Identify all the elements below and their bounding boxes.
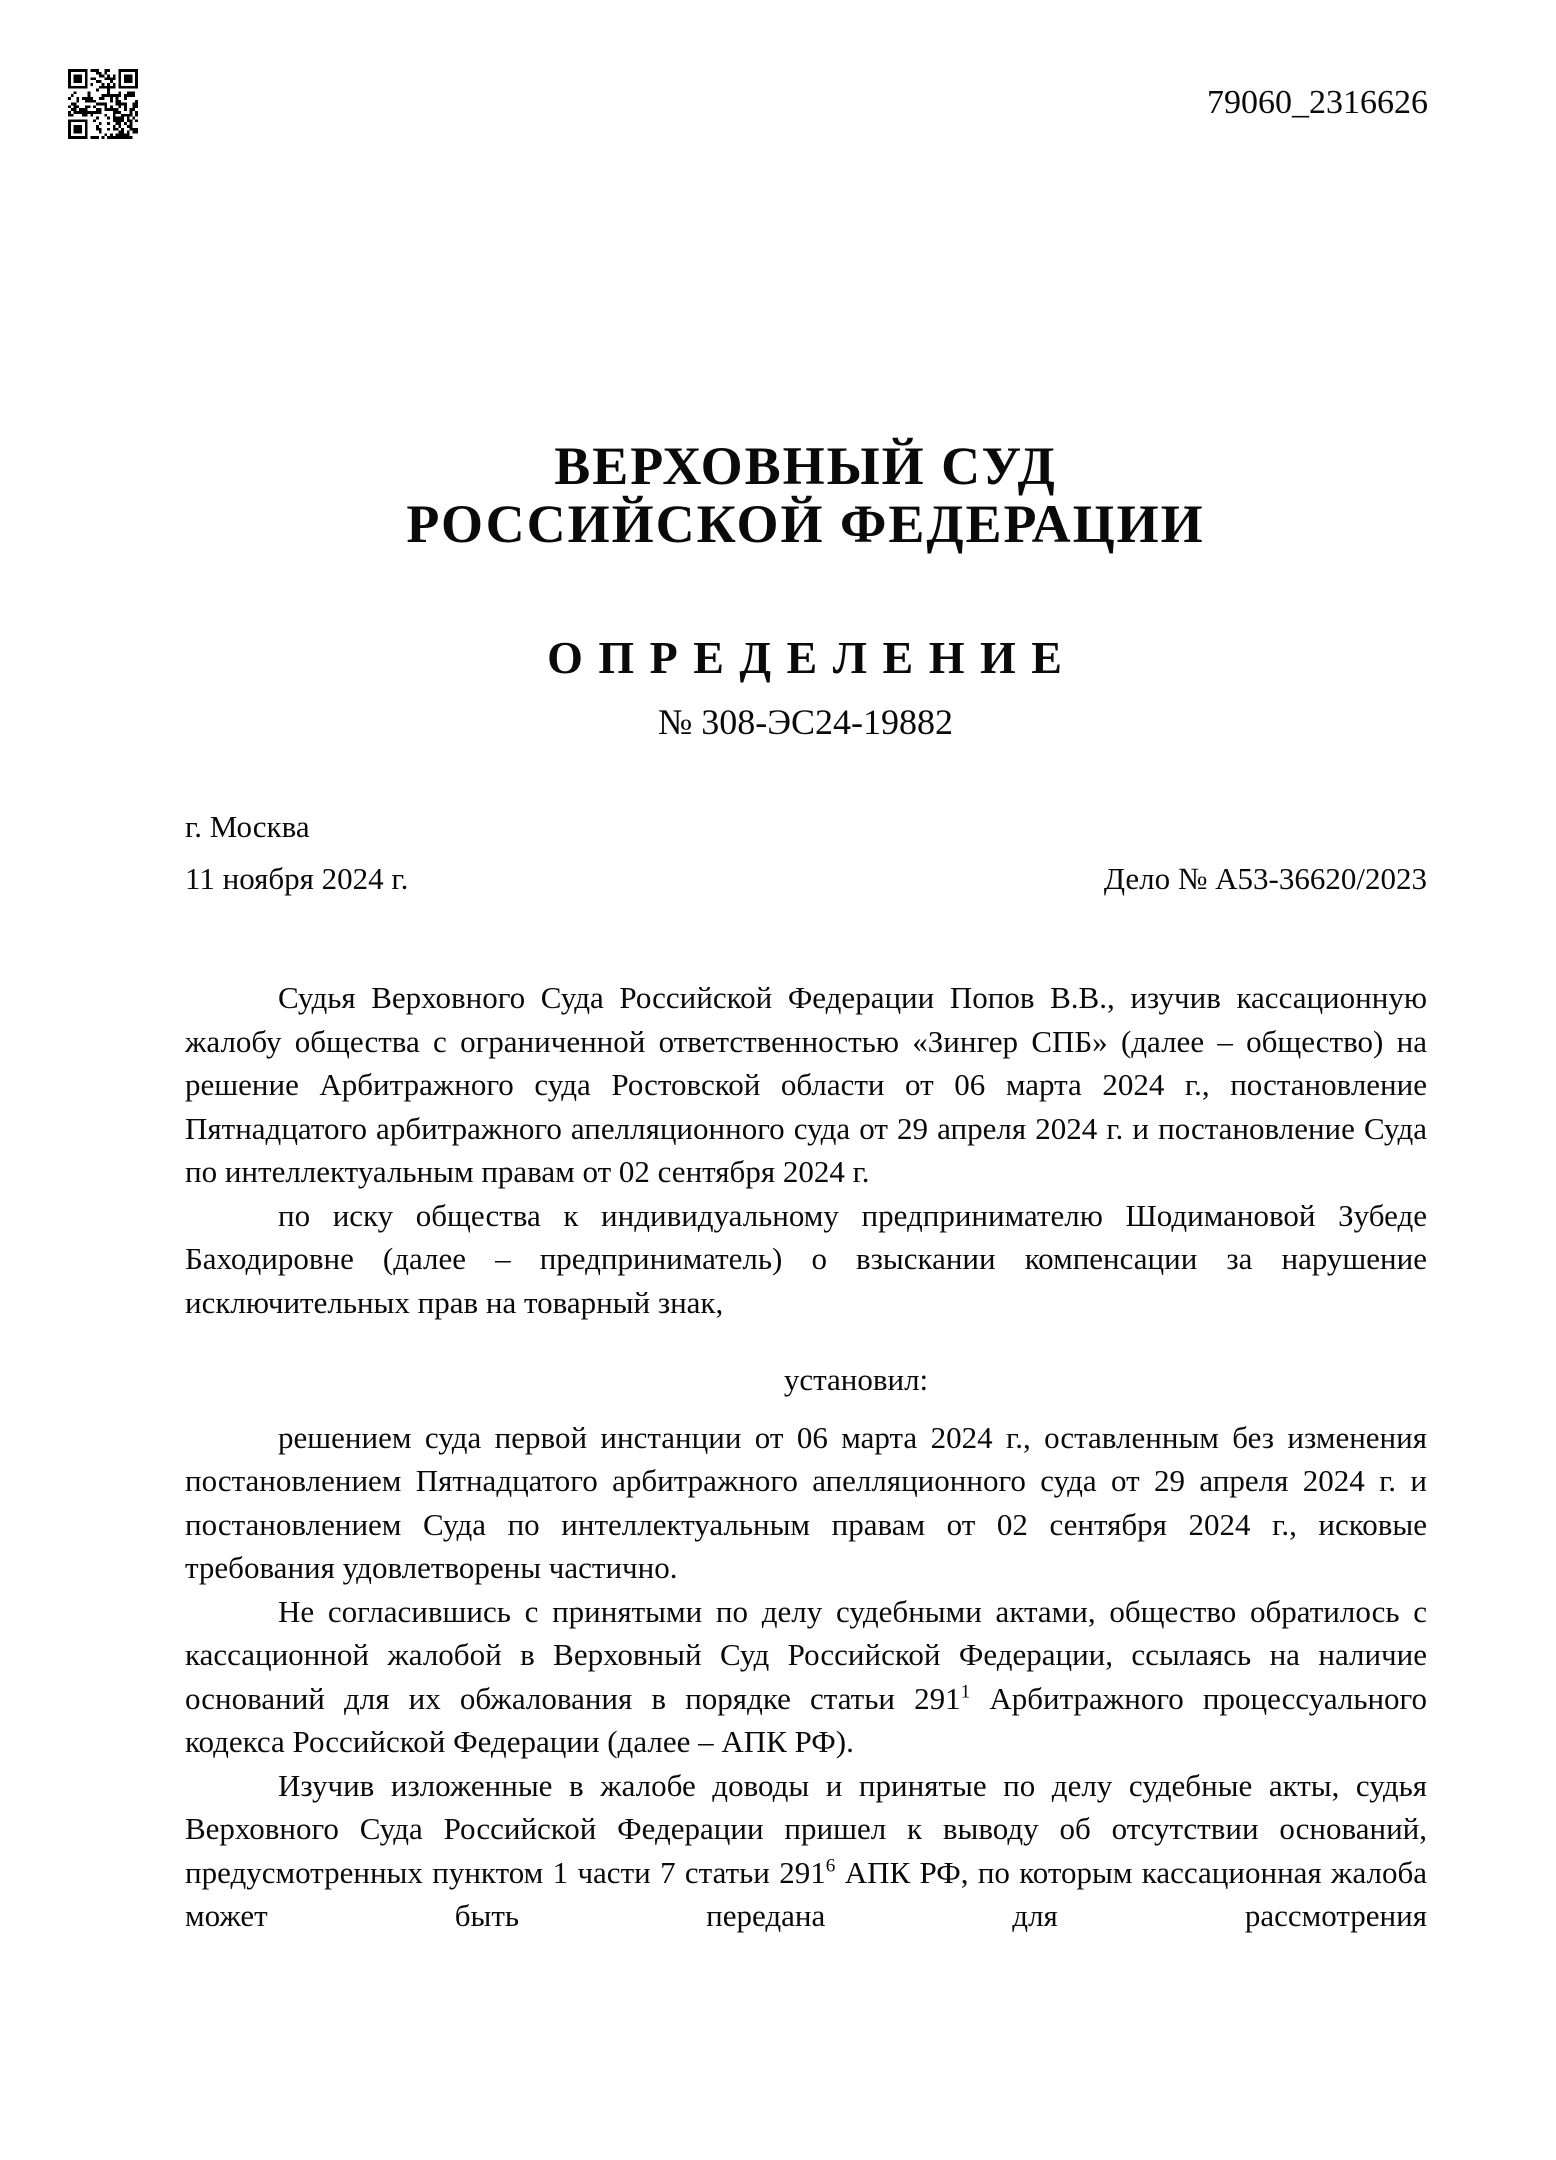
case-number: Дело № А53-36620/2023: [1103, 861, 1427, 896]
paragraph: Судья Верховного Суда Российской Федерации Попов В.В., изучив кассационную жалобу общества с ограниченной ответственностью «Зингер СПБ» (далее – общество) на решение Арбитражного суда Ростовской области от 06 марта 2024 г., постановление Пятнадцатого арбитражного апелляционного суда от 29 апреля 2024 г. и постановление Суда по интеллектуальным правам от 02 сентября 2024 г.: [185, 980, 1427, 1189]
date-case-row: [185, 861, 1427, 897]
city-label: г. Москва: [185, 809, 310, 844]
court-name-line1: ВЕРХОВНЫЙ СУД: [554, 436, 1057, 496]
paragraphs-after-resolution: [185, 1416, 1427, 1938]
paragraphs-before-resolution: [185, 976, 1427, 1324]
court-name-line2: РОССИЙСКОЙ ФЕДЕРАЦИИ: [406, 494, 1205, 554]
document-type-heading: О П Р Е Д Е Л Е Н И Е: [547, 632, 1064, 683]
paragraph: по иску общества к индивидуальному предпринимателю Шодимановой Зубеде Баходировне (далее – предприниматель) о взыскании компенсации за нарушение исключительных прав на товарный знак,: [185, 1197, 1427, 1320]
paragraph: Изучив изложенные в жалобе доводы и принятые по делу судебные акты, судья Верховного Суда Российской Федерации пришел к выводу об отсутствии оснований, предусмотренных пунктом 1 части 7 статьи $291^6$ АПК РФ, по которым кассационная жалоба может быть передана для рассмотрения: [185, 1767, 1427, 1933]
ruling-number: № 308-ЭС24-19882: [657, 702, 954, 742]
document-id: 79060_2316626: [1207, 84, 1428, 121]
court-name-title: [184, 437, 1427, 553]
superscript: 1: [960, 1681, 971, 1703]
qr-code-icon: [68, 69, 138, 139]
resolution-word: установил:: [783, 1362, 929, 1397]
superscript: 6: [825, 1855, 836, 1877]
paragraph: решением суда первой инстанции от 06 марта 2024 г., оставленным без изменения постановлением Пятнадцатого арбитражного апелляционного суда от 29 апреля 2024 г. и постановлением Суда по интеллектуальным правам от 02 сентября 2024 г., исковые требования удовлетворены частично.: [185, 1419, 1427, 1585]
paragraph: Не согласившись с принятыми по делу судебными актами, общество обратилось с кассационной жалобой в Верховный Суд Российской Федерации, ссылаясь на наличие оснований для их обжалования в порядке статьи $291^1$ Арбитражного процессуального кодекса Российской Федерации (далее – АПК РФ).: [185, 1593, 1427, 1759]
document-body: [185, 976, 1427, 1938]
ruling-date: 11 ноября 2024 г.: [185, 861, 409, 896]
